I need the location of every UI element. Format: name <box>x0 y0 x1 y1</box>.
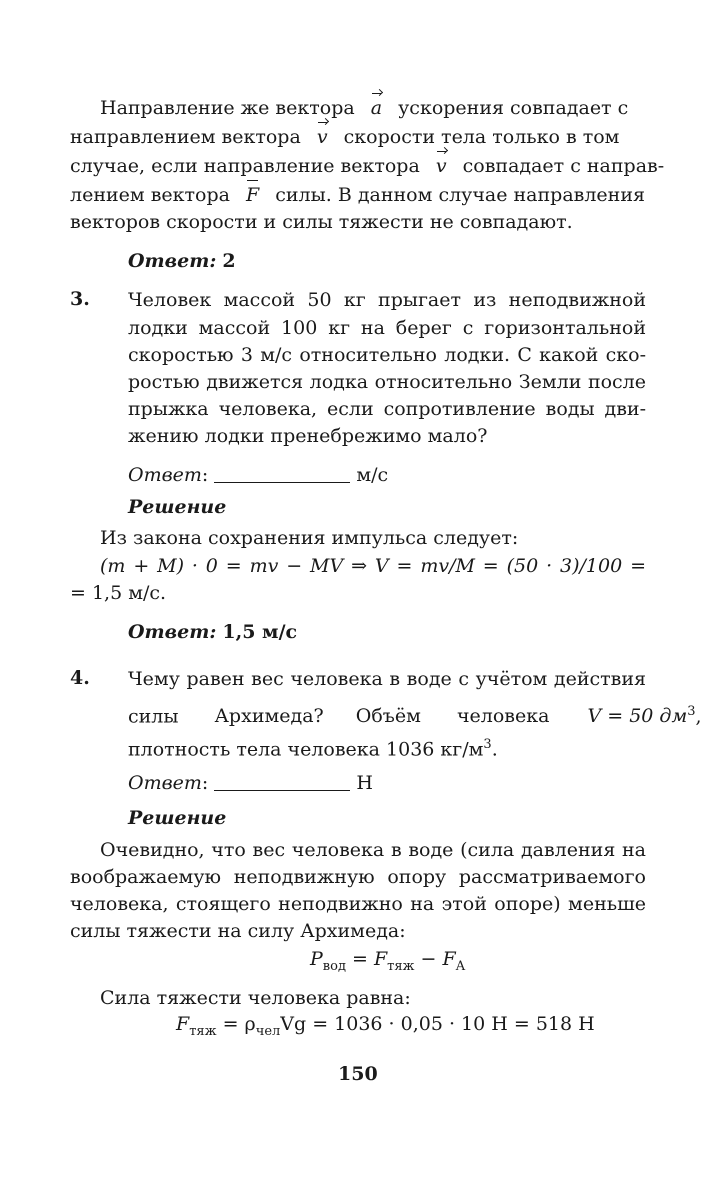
answer-value: 2 <box>222 250 236 272</box>
solution-label: Решение <box>128 807 227 829</box>
momentum-formula-cont: = 1,5 м/с. <box>70 582 167 604</box>
problem-3-line: Человек массой 50 кг прыгает из неподвижной <box>128 289 646 311</box>
problem-4-line: Чему равен вес человека в воде с учётом действия <box>128 668 646 690</box>
solution-text: воображаемую неподвижную опору рассматриваемого <box>70 866 646 888</box>
problem-4-number: 4. <box>70 667 90 689</box>
answer-unit: м/с <box>356 464 389 486</box>
problem-3-answer-field: Ответ: м/с <box>128 464 389 486</box>
answer-blank <box>214 464 350 483</box>
vector-a-symbol: a <box>370 97 383 119</box>
solution-text: Сила тяжести человека равна: <box>100 987 411 1009</box>
vector-v-symbol: v <box>435 155 447 177</box>
solution-text: Очевидно, что вес человека в воде (сила давления на <box>100 839 646 861</box>
answer-label: Ответ <box>128 464 202 486</box>
problem-4-answer-field: Ответ: Н <box>128 772 373 794</box>
problem-3-line: прыжка человека, если сопротивление воды дви- <box>128 398 646 420</box>
solution-text: человека, стоящего неподвижно на этой опоре) меньше <box>70 893 646 915</box>
problem-3-line: скоростью 3 м/с относительно лодки. С какой ско- <box>128 344 646 366</box>
answer-label: Ответ: <box>128 250 217 272</box>
answer-2 <box>128 249 236 273</box>
problem-4-line: силы Архимеда? Объём человека V = 50 $дм^3$, <box>128 704 702 728</box>
intro-line-5: векторов скорости и силы тяжести не совпадают. <box>70 211 573 233</box>
solution-label: Решение <box>128 496 227 518</box>
intro-line-1: Направление же вектора a ускорения совпадает с <box>100 97 629 119</box>
problem-3-line: жению лодки пренебрежимо мало? <box>128 425 488 447</box>
weight-formula: $P_{вод} = F_{тяж} - F_A$ <box>310 948 466 974</box>
intro-line-4: лением вектора F силы. В данном случае направления <box>70 184 645 206</box>
solution-text: силы тяжести на силу Архимеда: <box>70 920 406 942</box>
answer-blank <box>214 772 350 791</box>
problem-3-line: лодки массой 100 кг на берег с горизонтальной <box>128 317 646 339</box>
intro-line-3: случае, если направление вектора v совпадает с направ- <box>70 155 665 177</box>
answer-unit: Н <box>356 772 373 794</box>
solution-text: Из закона сохранения импульса следует: <box>100 527 519 549</box>
intro-line-2: направлением вектора v скорости тела только в том <box>70 126 620 148</box>
problem-4-line: плотность тела человека 1036 $кг/м^3$. <box>128 737 498 761</box>
answer-label: Ответ: <box>128 621 217 643</box>
vector-f-symbol: F <box>246 184 260 206</box>
answer-label: Ответ <box>128 772 202 794</box>
problem-3-number: 3. <box>70 288 90 310</box>
problem-3-line: ростью движется лодка относительно Земли после <box>128 371 646 393</box>
answer-value: 1,5 м/с <box>222 621 298 643</box>
answer-3 <box>128 620 297 644</box>
page-number: 150 <box>338 1063 378 1085</box>
gravity-formula: $F_{тяж} = \rho_{чел}Vg = 1036 \cdot 0,05 \cdot 10$ Н = 518 Н <box>176 1013 595 1039</box>
momentum-formula: (m + M) · 0 = mv − MV ⇒ V = mv/M = (50 · 3)/100 = <box>100 555 646 577</box>
vector-v-symbol: v <box>316 126 328 148</box>
